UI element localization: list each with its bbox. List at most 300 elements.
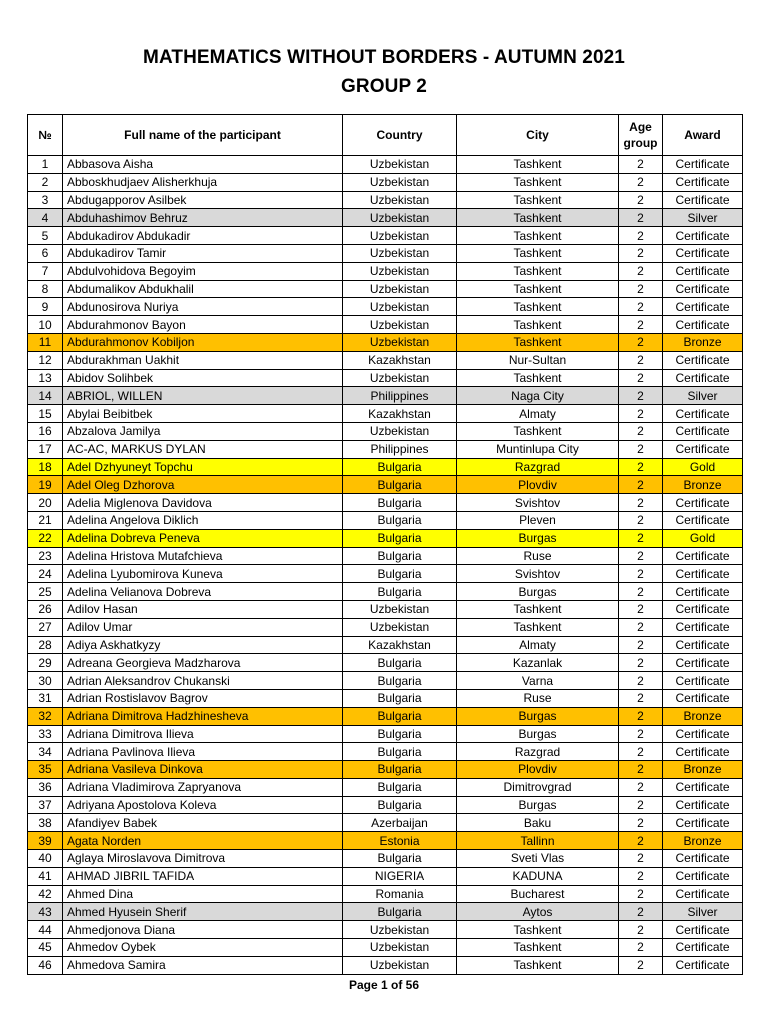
- header-country: Country: [343, 115, 457, 156]
- country-cell: Bulgaria: [343, 565, 457, 583]
- country-cell: Bulgaria: [343, 761, 457, 779]
- table-row: [28, 262, 743, 280]
- city-cell: Plovdiv: [457, 476, 619, 494]
- city-cell: Muntinlupa City: [457, 440, 619, 458]
- table-row: [28, 583, 743, 601]
- country-cell: Uzbekistan: [343, 939, 457, 957]
- age-group-cell: 2: [619, 511, 663, 529]
- table-row: [28, 191, 743, 209]
- table-row: [28, 244, 743, 262]
- table-row: [28, 529, 743, 547]
- age-group-cell: 2: [619, 761, 663, 779]
- award-cell: Certificate: [663, 939, 743, 957]
- city-cell: Dimitrovgrad: [457, 778, 619, 796]
- table-row: [28, 173, 743, 191]
- award-cell: Bronze: [663, 333, 743, 351]
- table-row: [28, 672, 743, 690]
- age-group-cell: 2: [619, 262, 663, 280]
- participant-name-cell: Afandiyev Babek: [63, 814, 343, 832]
- row-number-cell: 2: [28, 173, 63, 191]
- table-row: [28, 440, 743, 458]
- participant-name-cell: Abboskhudjaev Alisherkhuja: [63, 173, 343, 191]
- row-number-cell: 40: [28, 850, 63, 868]
- award-cell: Certificate: [663, 405, 743, 423]
- award-cell: Silver: [663, 209, 743, 227]
- row-number-cell: 29: [28, 654, 63, 672]
- table-header-row: [28, 115, 743, 156]
- age-group-cell: 2: [619, 547, 663, 565]
- age-group-cell: 2: [619, 939, 663, 957]
- award-cell: Certificate: [663, 796, 743, 814]
- row-number-cell: 42: [28, 885, 63, 903]
- country-cell: Uzbekistan: [343, 244, 457, 262]
- city-cell: Burgas: [457, 529, 619, 547]
- country-cell: Uzbekistan: [343, 618, 457, 636]
- country-cell: Uzbekistan: [343, 369, 457, 387]
- header-award: Award: [663, 115, 743, 156]
- country-cell: Kazakhstan: [343, 636, 457, 654]
- table-row: [28, 618, 743, 636]
- participant-name-cell: Adilov Umar: [63, 618, 343, 636]
- table-row: [28, 565, 743, 583]
- age-group-cell: 2: [619, 583, 663, 601]
- award-cell: Certificate: [663, 547, 743, 565]
- document-title: MATHEMATICS WITHOUT BORDERS - AUTUMN 2021: [143, 47, 625, 68]
- table-row: [28, 458, 743, 476]
- row-number-cell: 5: [28, 227, 63, 245]
- table-row: [28, 743, 743, 761]
- country-cell: Bulgaria: [343, 796, 457, 814]
- participant-name-cell: Adelia Miglenova Davidova: [63, 494, 343, 512]
- participant-name-cell: Adiya Askhatkyzy: [63, 636, 343, 654]
- age-group-cell: 2: [619, 689, 663, 707]
- age-group-cell: 2: [619, 850, 663, 868]
- award-cell: Certificate: [663, 494, 743, 512]
- row-number-cell: 6: [28, 244, 63, 262]
- table-row: [28, 280, 743, 298]
- row-number-cell: 25: [28, 583, 63, 601]
- row-number-cell: 8: [28, 280, 63, 298]
- age-group-cell: 2: [619, 280, 663, 298]
- participant-name-cell: Adrian Aleksandrov Chukanski: [63, 672, 343, 690]
- city-cell: Ruse: [457, 547, 619, 565]
- participant-name-cell: Adriana Dimitrova Ilieva: [63, 725, 343, 743]
- city-cell: Tashkent: [457, 333, 619, 351]
- city-cell: Tashkent: [457, 244, 619, 262]
- row-number-cell: 26: [28, 600, 63, 618]
- age-group-cell: 2: [619, 618, 663, 636]
- age-group-cell: 2: [619, 244, 663, 262]
- table-row: [28, 600, 743, 618]
- country-cell: Azerbaijan: [343, 814, 457, 832]
- participant-name-cell: Abdumalikov Abdukhalil: [63, 280, 343, 298]
- participant-name-cell: AC-AC, MARKUS DYLAN: [63, 440, 343, 458]
- participant-name-cell: ABRIOL, WILLEN: [63, 387, 343, 405]
- table-row: [28, 636, 743, 654]
- country-cell: Romania: [343, 885, 457, 903]
- city-cell: Tashkent: [457, 618, 619, 636]
- age-group-cell: 2: [619, 191, 663, 209]
- participant-name-cell: Abdurahmonov Bayon: [63, 316, 343, 334]
- participant-name-cell: Adelina Dobreva Peneva: [63, 529, 343, 547]
- country-cell: Bulgaria: [343, 458, 457, 476]
- city-cell: Tallinn: [457, 832, 619, 850]
- row-number-cell: 4: [28, 209, 63, 227]
- city-cell: Tashkent: [457, 156, 619, 174]
- country-cell: Uzbekistan: [343, 191, 457, 209]
- award-cell: Certificate: [663, 440, 743, 458]
- city-cell: Burgas: [457, 707, 619, 725]
- row-number-cell: 21: [28, 511, 63, 529]
- award-cell: Certificate: [663, 725, 743, 743]
- table-row: [28, 689, 743, 707]
- age-group-cell: 2: [619, 743, 663, 761]
- city-cell: Burgas: [457, 725, 619, 743]
- age-group-cell: 2: [619, 422, 663, 440]
- city-cell: Tashkent: [457, 316, 619, 334]
- row-number-cell: 30: [28, 672, 63, 690]
- participant-name-cell: Abdukadirov Tamir: [63, 244, 343, 262]
- award-cell: Certificate: [663, 156, 743, 174]
- award-cell: Certificate: [663, 814, 743, 832]
- age-group-cell: 2: [619, 405, 663, 423]
- row-number-cell: 27: [28, 618, 63, 636]
- table-row: [28, 494, 743, 512]
- row-number-cell: 17: [28, 440, 63, 458]
- age-group-cell: 2: [619, 458, 663, 476]
- row-number-cell: 24: [28, 565, 63, 583]
- participant-name-cell: Adriyana Apostolova Koleva: [63, 796, 343, 814]
- country-cell: Bulgaria: [343, 689, 457, 707]
- award-cell: Certificate: [663, 244, 743, 262]
- city-cell: Tashkent: [457, 280, 619, 298]
- award-cell: Certificate: [663, 654, 743, 672]
- city-cell: Razgrad: [457, 458, 619, 476]
- award-cell: Certificate: [663, 921, 743, 939]
- participant-name-cell: Abdunosirova Nuriya: [63, 298, 343, 316]
- country-cell: Bulgaria: [343, 583, 457, 601]
- participant-name-cell: Ahmed Hyusein Sherif: [63, 903, 343, 921]
- city-cell: Burgas: [457, 796, 619, 814]
- table-row: [28, 387, 743, 405]
- table-row: [28, 422, 743, 440]
- award-cell: Certificate: [663, 369, 743, 387]
- award-cell: Certificate: [663, 262, 743, 280]
- country-cell: NIGERIA: [343, 867, 457, 885]
- award-cell: Certificate: [663, 191, 743, 209]
- city-cell: Tashkent: [457, 422, 619, 440]
- row-number-cell: 12: [28, 351, 63, 369]
- award-cell: Certificate: [663, 600, 743, 618]
- row-number-cell: 20: [28, 494, 63, 512]
- age-group-cell: 2: [619, 173, 663, 191]
- participant-name-cell: Abduhashimov Behruz: [63, 209, 343, 227]
- participant-name-cell: Adriana Vasileva Dinkova: [63, 761, 343, 779]
- award-cell: Bronze: [663, 832, 743, 850]
- country-cell: Uzbekistan: [343, 298, 457, 316]
- participant-name-cell: Abylai Beibitbek: [63, 405, 343, 423]
- row-number-cell: 9: [28, 298, 63, 316]
- participant-name-cell: Abdurakhman Uakhit: [63, 351, 343, 369]
- country-cell: Bulgaria: [343, 654, 457, 672]
- age-group-cell: 2: [619, 832, 663, 850]
- country-cell: Uzbekistan: [343, 422, 457, 440]
- country-cell: Uzbekistan: [343, 280, 457, 298]
- age-group-cell: 2: [619, 796, 663, 814]
- country-cell: Uzbekistan: [343, 173, 457, 191]
- table-row: [28, 654, 743, 672]
- table-row: [28, 832, 743, 850]
- row-number-cell: 46: [28, 956, 63, 974]
- country-cell: Uzbekistan: [343, 227, 457, 245]
- country-cell: Bulgaria: [343, 476, 457, 494]
- country-cell: Uzbekistan: [343, 156, 457, 174]
- row-number-cell: 15: [28, 405, 63, 423]
- row-number-cell: 19: [28, 476, 63, 494]
- country-cell: Bulgaria: [343, 707, 457, 725]
- age-group-cell: 2: [619, 298, 663, 316]
- age-group-cell: 2: [619, 600, 663, 618]
- country-cell: Uzbekistan: [343, 333, 457, 351]
- award-cell: Certificate: [663, 583, 743, 601]
- row-number-cell: 16: [28, 422, 63, 440]
- city-cell: Tashkent: [457, 921, 619, 939]
- page-number: Page 1 of 56: [348, 978, 420, 992]
- award-cell: Certificate: [663, 778, 743, 796]
- table-row: [28, 814, 743, 832]
- city-cell: Tashkent: [457, 298, 619, 316]
- age-group-cell: 2: [619, 351, 663, 369]
- country-cell: Uzbekistan: [343, 209, 457, 227]
- city-cell: Bucharest: [457, 885, 619, 903]
- table-row: [28, 761, 743, 779]
- participant-name-cell: Adrian Rostislavov Bagrov: [63, 689, 343, 707]
- age-group-cell: 2: [619, 636, 663, 654]
- award-cell: Certificate: [663, 885, 743, 903]
- participant-name-cell: Adelina Hristova Mutafchieva: [63, 547, 343, 565]
- table-row: [28, 156, 743, 174]
- row-number-cell: 33: [28, 725, 63, 743]
- city-cell: Kazanlak: [457, 654, 619, 672]
- country-cell: Bulgaria: [343, 494, 457, 512]
- row-number-cell: 39: [28, 832, 63, 850]
- age-group-cell: 2: [619, 956, 663, 974]
- age-group-cell: 2: [619, 885, 663, 903]
- participant-name-cell: Adelina Lyubomirova Kuneva: [63, 565, 343, 583]
- award-cell: Certificate: [663, 672, 743, 690]
- table-row: [28, 796, 743, 814]
- table-row: [28, 867, 743, 885]
- table-row: [28, 547, 743, 565]
- table-row: [28, 476, 743, 494]
- participant-name-cell: Adriana Pavlinova Ilieva: [63, 743, 343, 761]
- city-cell: Tashkent: [457, 209, 619, 227]
- age-group-cell: 2: [619, 672, 663, 690]
- city-cell: Tashkent: [457, 369, 619, 387]
- country-cell: Kazakhstan: [343, 351, 457, 369]
- header-full-name: Full name of the participant: [63, 115, 343, 156]
- age-group-cell: 2: [619, 814, 663, 832]
- country-cell: Philippines: [343, 440, 457, 458]
- participant-name-cell: Agata Norden: [63, 832, 343, 850]
- table-row: [28, 298, 743, 316]
- participant-name-cell: Aglaya Miroslavova Dimitrova: [63, 850, 343, 868]
- table-row: [28, 921, 743, 939]
- row-number-cell: 36: [28, 778, 63, 796]
- table-row: [28, 707, 743, 725]
- participant-name-cell: Ahmed Dina: [63, 885, 343, 903]
- award-cell: Certificate: [663, 280, 743, 298]
- participant-name-cell: Abdukadirov Abdukadir: [63, 227, 343, 245]
- city-cell: Tashkent: [457, 262, 619, 280]
- participant-name-cell: Ahmedova Samira: [63, 956, 343, 974]
- award-cell: Certificate: [663, 298, 743, 316]
- table-row: [28, 778, 743, 796]
- participant-name-cell: Adilov Hasan: [63, 600, 343, 618]
- city-cell: Tashkent: [457, 173, 619, 191]
- award-cell: Certificate: [663, 227, 743, 245]
- award-cell: Certificate: [663, 422, 743, 440]
- city-cell: Almaty: [457, 636, 619, 654]
- row-number-cell: 37: [28, 796, 63, 814]
- age-group-cell: 2: [619, 209, 663, 227]
- award-cell: Bronze: [663, 707, 743, 725]
- country-cell: Bulgaria: [343, 743, 457, 761]
- participant-name-cell: Abdulvohidova Begoyim: [63, 262, 343, 280]
- table-row: [28, 227, 743, 245]
- row-number-cell: 14: [28, 387, 63, 405]
- row-number-cell: 3: [28, 191, 63, 209]
- row-number-cell: 13: [28, 369, 63, 387]
- participant-name-cell: Ahmedov Oybek: [63, 939, 343, 957]
- award-cell: Certificate: [663, 351, 743, 369]
- country-cell: Bulgaria: [343, 778, 457, 796]
- age-group-cell: 2: [619, 440, 663, 458]
- city-cell: Tashkent: [457, 600, 619, 618]
- city-cell: Naga City: [457, 387, 619, 405]
- row-number-cell: 38: [28, 814, 63, 832]
- participant-name-cell: Adriana Dimitrova Hadzhinesheva: [63, 707, 343, 725]
- age-group-cell: 2: [619, 476, 663, 494]
- table-row: [28, 209, 743, 227]
- row-number-cell: 31: [28, 689, 63, 707]
- age-group-cell: 2: [619, 387, 663, 405]
- country-cell: Uzbekistan: [343, 921, 457, 939]
- country-cell: Bulgaria: [343, 725, 457, 743]
- city-cell: Nur-Sultan: [457, 351, 619, 369]
- age-group-cell: 2: [619, 156, 663, 174]
- table-body: [28, 156, 743, 975]
- row-number-cell: 34: [28, 743, 63, 761]
- row-number-cell: 7: [28, 262, 63, 280]
- row-number-cell: 32: [28, 707, 63, 725]
- participant-name-cell: Adel Dzhyuneyt Topchu: [63, 458, 343, 476]
- award-cell: Gold: [663, 529, 743, 547]
- award-cell: Certificate: [663, 636, 743, 654]
- country-cell: Bulgaria: [343, 850, 457, 868]
- row-number-cell: 28: [28, 636, 63, 654]
- city-cell: Almaty: [457, 405, 619, 423]
- header-number: №: [28, 115, 63, 156]
- table-row: [28, 903, 743, 921]
- participant-name-cell: Adreana Georgieva Madzharova: [63, 654, 343, 672]
- age-group-cell: 2: [619, 778, 663, 796]
- table-row: [28, 939, 743, 957]
- header-age-group: Age group: [619, 115, 663, 156]
- award-cell: Certificate: [663, 618, 743, 636]
- row-number-cell: 41: [28, 867, 63, 885]
- city-cell: Sveti Vlas: [457, 850, 619, 868]
- city-cell: Svishtov: [457, 494, 619, 512]
- award-cell: Certificate: [663, 173, 743, 191]
- country-cell: Uzbekistan: [343, 600, 457, 618]
- city-cell: Varna: [457, 672, 619, 690]
- participant-name-cell: Adelina Velianova Dobreva: [63, 583, 343, 601]
- city-cell: Tashkent: [457, 956, 619, 974]
- country-cell: Uzbekistan: [343, 262, 457, 280]
- participant-name-cell: Adel Oleg Dzhorova: [63, 476, 343, 494]
- country-cell: Bulgaria: [343, 672, 457, 690]
- group-title: GROUP 2: [341, 76, 427, 97]
- city-cell: Baku: [457, 814, 619, 832]
- city-cell: KADUNA: [457, 867, 619, 885]
- country-cell: Uzbekistan: [343, 956, 457, 974]
- table-row: [28, 405, 743, 423]
- award-cell: Certificate: [663, 565, 743, 583]
- city-cell: Tashkent: [457, 939, 619, 957]
- table-row: [28, 850, 743, 868]
- city-cell: Pleven: [457, 511, 619, 529]
- row-number-cell: 44: [28, 921, 63, 939]
- city-cell: Svishtov: [457, 565, 619, 583]
- age-group-cell: 2: [619, 529, 663, 547]
- city-cell: Razgrad: [457, 743, 619, 761]
- age-group-cell: 2: [619, 921, 663, 939]
- country-cell: Estonia: [343, 832, 457, 850]
- row-number-cell: 11: [28, 333, 63, 351]
- age-group-cell: 2: [619, 707, 663, 725]
- table-row: [28, 369, 743, 387]
- city-cell: Ruse: [457, 689, 619, 707]
- city-cell: Burgas: [457, 583, 619, 601]
- city-cell: Tashkent: [457, 227, 619, 245]
- award-cell: Certificate: [663, 867, 743, 885]
- results-table: [27, 114, 743, 975]
- country-cell: Bulgaria: [343, 511, 457, 529]
- row-number-cell: 1: [28, 156, 63, 174]
- participant-name-cell: Abdurahmonov Kobiljon: [63, 333, 343, 351]
- participant-name-cell: Adriana Vladimirova Zapryanova: [63, 778, 343, 796]
- table-row: [28, 885, 743, 903]
- award-cell: Certificate: [663, 850, 743, 868]
- row-number-cell: 10: [28, 316, 63, 334]
- city-cell: Tashkent: [457, 191, 619, 209]
- age-group-cell: 2: [619, 867, 663, 885]
- age-group-cell: 2: [619, 316, 663, 334]
- participant-name-cell: Adelina Angelova Diklich: [63, 511, 343, 529]
- country-cell: Philippines: [343, 387, 457, 405]
- award-cell: Certificate: [663, 956, 743, 974]
- participant-name-cell: AHMAD JIBRIL TAFIDA: [63, 867, 343, 885]
- age-group-cell: 2: [619, 227, 663, 245]
- award-cell: Certificate: [663, 743, 743, 761]
- participant-name-cell: Ahmedjonova Diana: [63, 921, 343, 939]
- age-group-cell: 2: [619, 903, 663, 921]
- participant-name-cell: Abbasova Aisha: [63, 156, 343, 174]
- table-row: [28, 725, 743, 743]
- table-row: [28, 351, 743, 369]
- award-cell: Silver: [663, 903, 743, 921]
